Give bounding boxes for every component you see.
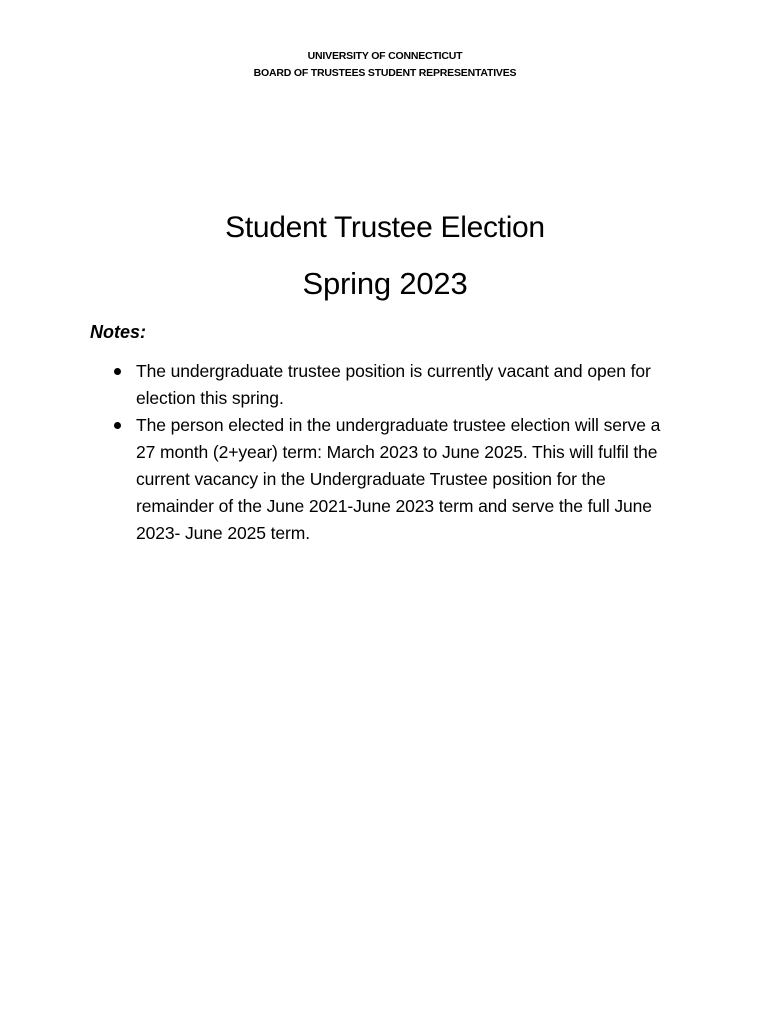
header-board-name: BOARD OF TRUSTEES STUDENT REPRESENTATIVES <box>253 67 517 79</box>
notes-list <box>110 358 670 547</box>
note-text: The person elected in the undergraduate trustee election will serve a 27 month (2+year) term: March 2023 to June 2025. This will fulfil the current vacancy in the Undergraduate Trustee position for the remainder of the June 2021-June 2023 term and serve the full June 2023- June 2025 term. <box>136 415 661 543</box>
bullet-icon <box>114 368 121 375</box>
bullet-icon <box>114 422 121 429</box>
page-subtitle: Spring 2023 <box>302 266 468 301</box>
list-item <box>110 412 670 547</box>
page-title: Student Trustee Election <box>225 211 545 244</box>
header-university-name: UNIVERSITY OF CONNECTICUT <box>307 50 463 62</box>
document-header <box>0 48 770 82</box>
list-item <box>110 358 670 412</box>
notes-label: Notes: <box>90 322 147 342</box>
note-text: The undergraduate trustee position is currently vacant and open for election this spring. <box>136 361 651 408</box>
